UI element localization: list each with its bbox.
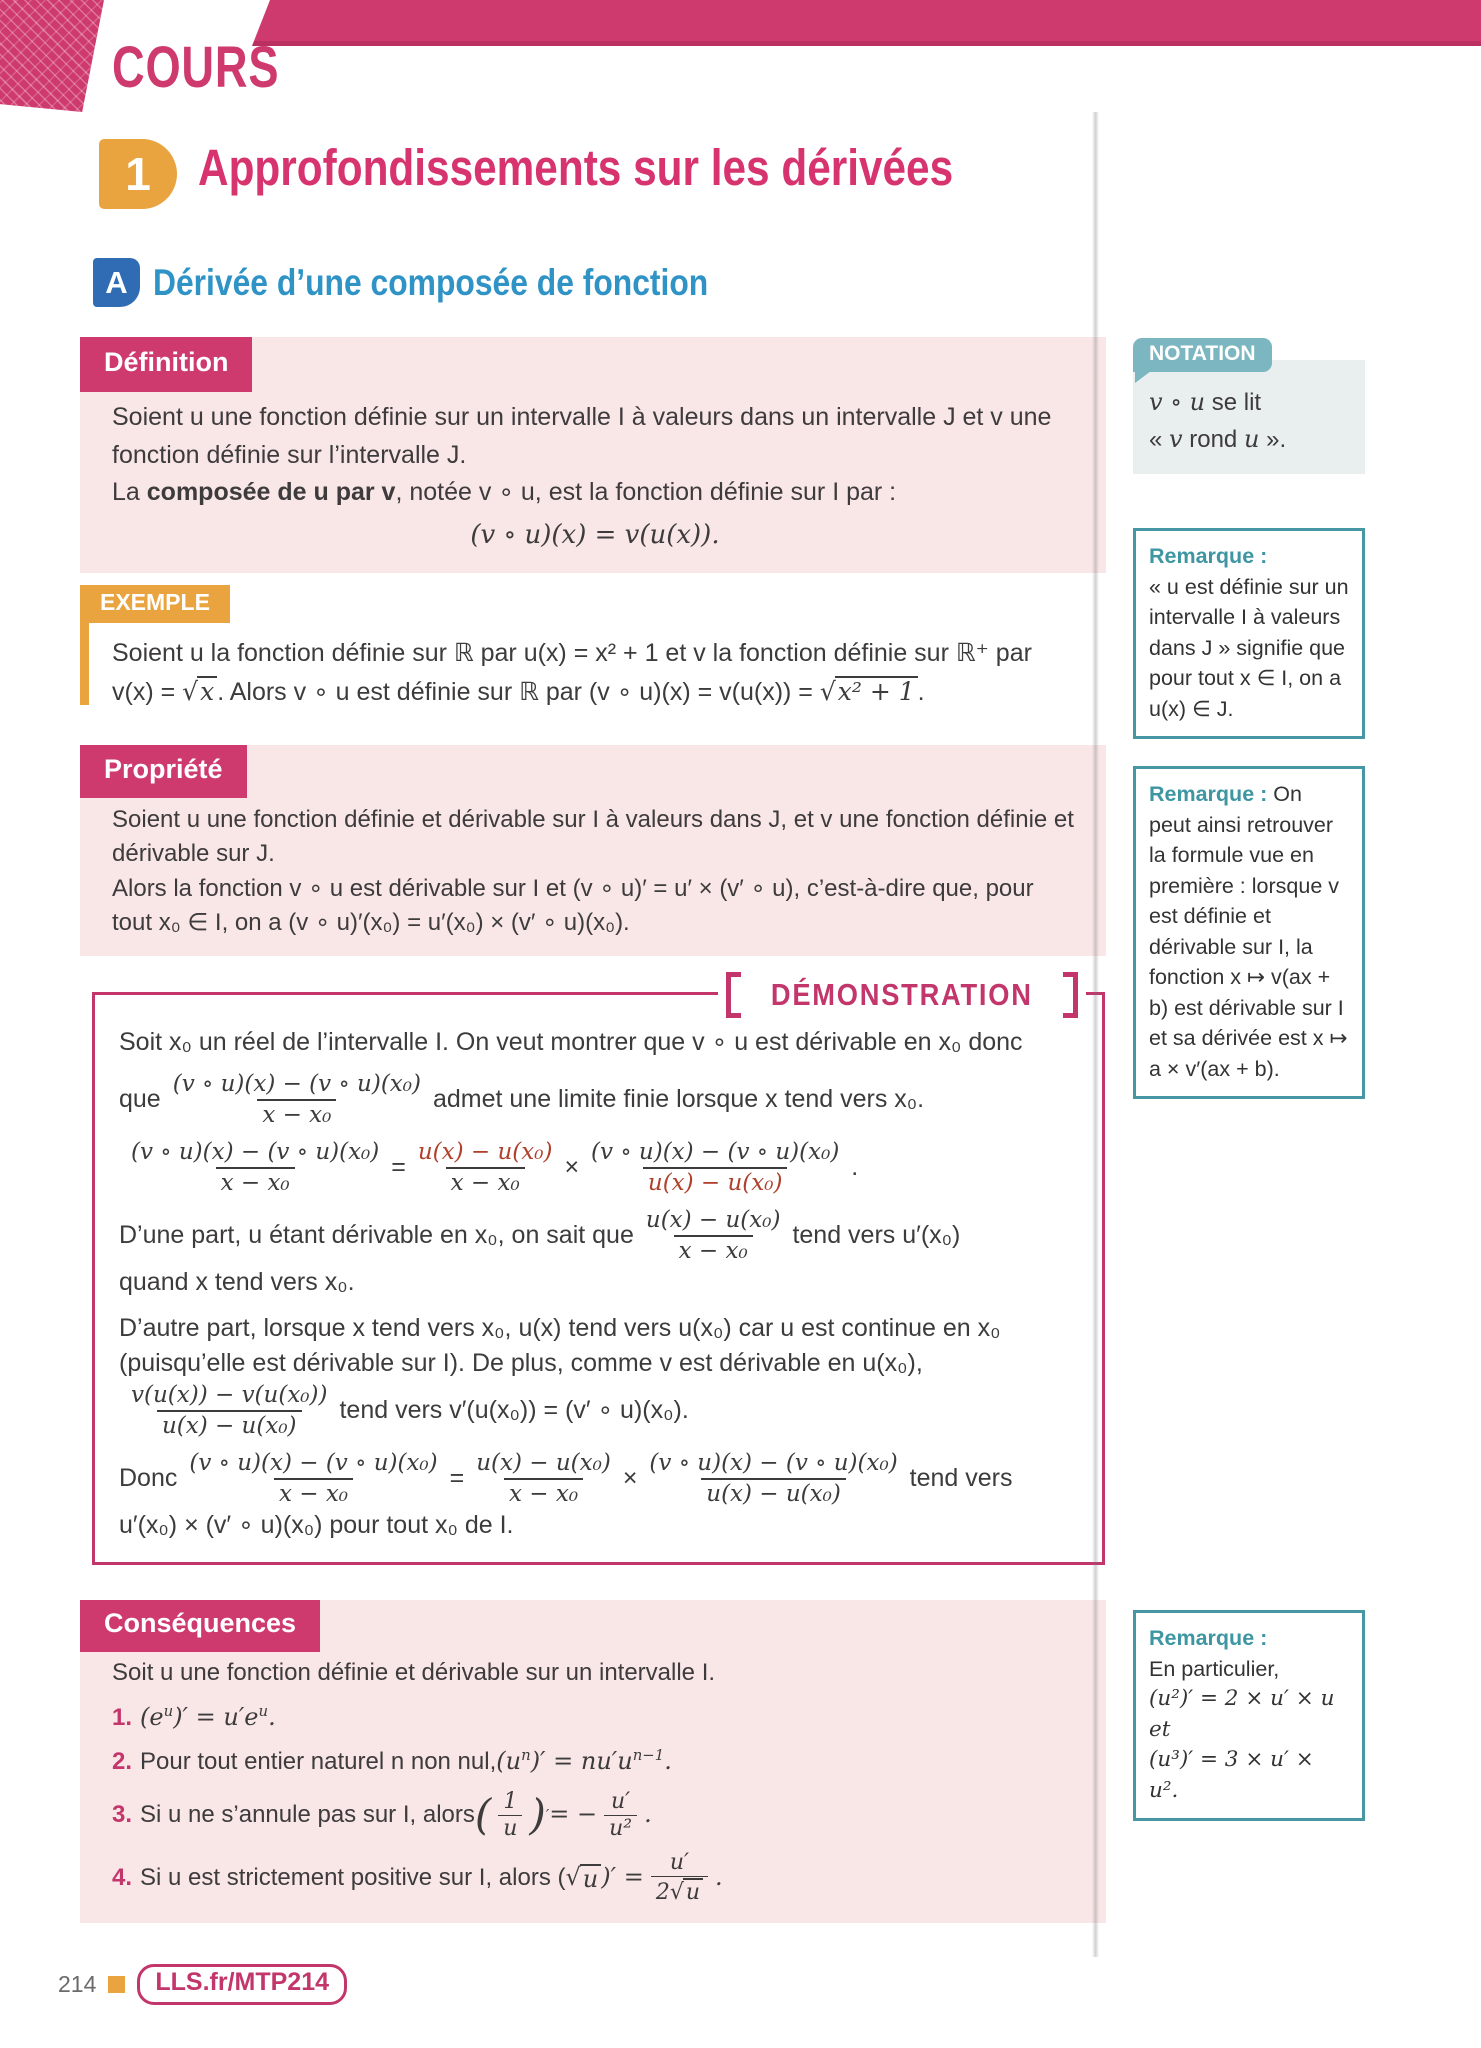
fraction (168, 1071, 426, 1129)
example-block (80, 585, 1106, 711)
consequence-2-text: Pour tout entier naturel n non nul, (140, 1748, 497, 1776)
consequence-2-formula (496, 1745, 672, 1779)
remark-1-text: « u est définie sur un intervalle I à valeurs dans J » signifie que pour tout x ∈ I, on a u(x) ∈ J. (1149, 574, 1349, 721)
proof-line-3-text-start: D’une part, u étant dérivable en x₀, on sait que (119, 1221, 634, 1250)
example-sentence-2-end: . (917, 677, 925, 706)
radicand: u (580, 1864, 601, 1892)
fraction-denominator: x − x₀ (274, 1478, 353, 1508)
resource-link[interactable]: LLS.fr/MTP214 (137, 1964, 347, 2005)
definition-sentence-2-start: La (112, 478, 147, 506)
item-number: 2. (112, 1748, 133, 1776)
fraction (641, 1207, 786, 1265)
formula-exponent: n (521, 1746, 531, 1765)
notation-math-1: v ∘ u (1149, 388, 1206, 416)
fraction-denominator: u² (604, 1815, 637, 1841)
consequence-item-3 (112, 1790, 1078, 1841)
radical-icon: √ (819, 676, 836, 706)
consequence-1-formula (140, 1701, 276, 1735)
formula-exponent: u (163, 1701, 174, 1720)
definition-label: Définition (80, 337, 252, 392)
proof-line-2-text-start: que (119, 1084, 161, 1113)
consequence-4-text: Si u est strictement positive sur I, alors ( (140, 1864, 566, 1892)
fraction-numerator: u(x) − u(x₀) (645, 1207, 781, 1233)
proof-line-2-text-end: admet une limite finie lorsque x tend vers x₀. (432, 1084, 925, 1113)
times-sign: × (564, 1153, 580, 1182)
example-sentence-2-mid: . Alors v ∘ u est définie sur ℝ par (v ∘ u)(x) = v(u(x)) = (217, 677, 820, 706)
prime-sign: ′ (545, 1805, 550, 1824)
equals-sign: = (391, 1153, 406, 1182)
fraction-numerator: (v ∘ u)(x) − (v ∘ u)(x₀) (591, 1138, 840, 1165)
page-footer (58, 1964, 347, 2005)
consequence-3-text: Si u ne s’annule pas sur I, alors (140, 1801, 475, 1829)
equals-sign: = (449, 1464, 465, 1493)
remark-2-text: On peut ainsi retrouver la formule vue en première : lorsque v est définie et dérivable sur I, la fonction x ↦ v(ax + b) est dérivable sur I et sa dérivée est x ↦ a × v′(ax + b). (1149, 782, 1348, 1081)
fraction-numerator: u(x) − u(x₀) (476, 1450, 611, 1476)
fraction (126, 1139, 384, 1197)
notation-note (1133, 338, 1365, 474)
formula-part: . (715, 1863, 723, 1892)
definition-formula: (v ∘ u)(x) = v(u(x)). (470, 519, 720, 550)
fraction (644, 1450, 902, 1508)
page-edge-shadow (1092, 112, 1099, 1957)
fraction-denominator: u(x) − u(x₀) (157, 1410, 302, 1440)
equation-period: . (851, 1153, 859, 1182)
notation-tab: NOTATION (1133, 338, 1272, 372)
fraction-numerator: (v ∘ u)(x) − (v ∘ u)(x₀) (172, 1070, 421, 1097)
section-title: Dérivée d’une composée de fonction (153, 262, 709, 303)
fraction-denominator: x − x₀ (674, 1235, 753, 1265)
proof-line-5: D’autre part, lorsque x tend vers x₀, u(x) tend vers u(x₀) car u est continue en x₀ (puisqu’elle est dérivable sur I). De plus, comme v est dérivable en u(x₀), (119, 1313, 1001, 1378)
fraction (126, 1382, 332, 1440)
example-sentence-1: Soient u la fonction définie sur ℝ par u(x) = x² + 1 et v la fonction définie sur ℝ⁺ par (112, 639, 1032, 667)
page-type-label: COURS (112, 35, 280, 100)
orange-square-icon (108, 1976, 125, 1993)
remark-2-label: Remarque : (1149, 782, 1268, 806)
bracket-right-icon (1063, 972, 1078, 1018)
times-sign: × (622, 1464, 638, 1493)
remark-3-formula-2: (u³)′ = 3 × u′ × u². (1149, 1747, 1314, 1803)
consequence-item-4 (112, 1851, 1078, 1905)
fraction (604, 1790, 637, 1841)
proof-label (718, 966, 1086, 1024)
proof-box (92, 976, 1105, 1565)
fraction-denominator: u (498, 1815, 522, 1841)
remark-note-2 (1133, 766, 1365, 1099)
formula-part: 2 (655, 1880, 670, 1906)
remark-3-line-1: En particulier, (1149, 1656, 1280, 1681)
proof-line-4: quand x tend vers x₀. (119, 1268, 355, 1297)
section-letter-badge (93, 258, 140, 307)
formula-part: (u (496, 1747, 522, 1776)
chapter-number: 1 (125, 148, 151, 200)
fraction (586, 1139, 844, 1197)
notation-quote-close: ». (1259, 426, 1287, 453)
formula-part: )′ = (601, 1863, 644, 1892)
fraction-denominator: x − x₀ (216, 1167, 295, 1197)
proof-line-7-text-end: tend vers (909, 1464, 1013, 1493)
radicand: u (683, 1878, 703, 1904)
property-sentence-1: Soient u une fonction définie et dérivable sur I à valeurs dans J, et v une fonction définie et dérivable sur J. (112, 806, 1074, 868)
fraction-numerator: (v ∘ u)(x) − (v ∘ u)(x₀) (131, 1138, 380, 1165)
notation-text-1: se lit (1205, 389, 1262, 416)
fraction-numerator: u′ (669, 1850, 690, 1876)
radical-icon: √ (565, 1863, 581, 1892)
remark-note-1 (1133, 528, 1365, 739)
formula-part: . (644, 1800, 652, 1829)
item-number: 3. (112, 1801, 133, 1829)
publisher-pattern-icon (0, 0, 104, 112)
fraction-numerator: 1 (503, 1788, 518, 1814)
definition-sentence-1: Soient u une fonction définie sur un intervalle I à valeurs dans un intervalle J et v une fonction définie sur l’intervalle J. (112, 403, 1052, 469)
formula-exponent: u (258, 1701, 269, 1720)
chapter-title: Approfondissements sur les dérivées (198, 139, 954, 196)
property-box (80, 745, 1106, 956)
open-paren: ( (474, 1790, 492, 1840)
example-radicand-2: x² + 1 (835, 676, 918, 705)
radical-icon: √ (182, 676, 199, 706)
remark-note-3 (1133, 1610, 1365, 1821)
consequences-intro: Soit u une fonction définie et dérivable sur un intervalle I. (112, 1659, 716, 1686)
radical-icon: √ (669, 1880, 684, 1906)
notation-line-1 (1149, 384, 1349, 421)
proof-label-text: DÉMONSTRATION (771, 976, 1034, 1012)
example-sentence-2-start: v(x) = (112, 677, 183, 706)
fraction (471, 1450, 616, 1508)
remark-3-formula-1: (u²)′ = 2 × u′ × u et (1149, 1686, 1335, 1742)
formula-part: = − (549, 1800, 598, 1829)
proof-line-7 (119, 1450, 1082, 1508)
page-number: 214 (58, 1971, 97, 1997)
formula-part: . (268, 1702, 276, 1731)
notation-quote-open: « (1149, 426, 1170, 453)
proof-line-8: u′(x₀) × (v′ ∘ u)(x₀) pour tout x₀ de I. (119, 1511, 514, 1540)
consequences-label: Conséquences (80, 1600, 320, 1652)
remark-1-label: Remarque : (1149, 544, 1268, 568)
notation-line-2 (1149, 421, 1349, 458)
definition-box (80, 337, 1106, 573)
example-label: EXEMPLE (80, 585, 230, 623)
proof-line-1: Soit x₀ un réel de l’intervalle I. On veut montrer que v ∘ u est dérivable en x₀ donc (119, 1028, 1023, 1056)
fraction-numerator: (v ∘ u)(x) − (v ∘ u)(x₀) (649, 1450, 898, 1476)
formula-exponent: n−1 (632, 1746, 665, 1765)
fraction-numerator: (v ∘ u)(x) − (v ∘ u)(x₀) (189, 1450, 438, 1476)
fraction (413, 1139, 558, 1197)
fraction-denominator: x − x₀ (504, 1478, 583, 1508)
fraction (184, 1450, 442, 1508)
proof-line-3 (119, 1207, 1082, 1265)
notation-text-2: rond (1182, 426, 1244, 453)
definition-bold-term: composée de u par v (146, 478, 396, 506)
formula-part: . (664, 1747, 672, 1776)
fraction-denominator: x − x₀ (257, 1099, 336, 1129)
proof-line-3-text-end: tend vers u′(x₀) (792, 1221, 961, 1250)
consequence-item-2 (112, 1745, 1078, 1779)
proof-line-6-text: tend vers v′(u(x₀)) = (v′ ∘ u)(x₀). (339, 1396, 689, 1425)
proof-line-2 (119, 1071, 1082, 1129)
fraction-numerator-highlighted: u(x) − u(x₀) (417, 1138, 553, 1165)
property-label: Propriété (80, 745, 247, 798)
notation-body (1133, 360, 1365, 474)
top-banner (252, 0, 1481, 46)
item-number: 4. (112, 1864, 133, 1892)
fraction-denominator (651, 1876, 708, 1905)
close-paren: ) (529, 1790, 546, 1840)
formula-part: )′ = u′e (173, 1702, 259, 1731)
consequence-item-1 (112, 1701, 1078, 1735)
bracket-left-icon (726, 972, 741, 1018)
fraction-numerator: v(u(x)) − v(u(x₀)) (131, 1381, 328, 1408)
proof-line-7-text-start: Donc (119, 1464, 178, 1493)
item-number: 1. (112, 1703, 133, 1731)
fraction (498, 1790, 522, 1841)
notation-math-3: u (1243, 425, 1260, 453)
example-radicand-1: x (197, 676, 217, 705)
definition-sentence-2 (112, 474, 1078, 512)
section-letter: A (105, 264, 128, 300)
proof-line-6 (119, 1382, 1082, 1440)
fraction-numerator: u′ (610, 1788, 631, 1814)
remark-3-label: Remarque : (1149, 1626, 1268, 1650)
property-sentence-2: Alors la fonction v ∘ u est dérivable sur I et (v ∘ u)′ = u′ × (v′ ∘ u), c’est-à-dire que, pour tout x₀ ∈ I, on a (v ∘ u)′(x₀) = u′(x₀) × (v′ ∘ u)(x₀). (112, 874, 1034, 936)
fraction-denominator-highlighted: u(x) − u(x₀) (643, 1167, 788, 1197)
fraction (651, 1851, 708, 1905)
consequences-box (80, 1600, 1106, 1923)
fraction-denominator: u(x) − u(x₀) (701, 1478, 846, 1508)
definition-sentence-2-end: , notée v ∘ u, est la fonction définie sur I par : (395, 478, 897, 506)
chapter-number-badge (99, 139, 177, 209)
formula-part: (e (140, 1702, 164, 1731)
proof-main-equation (119, 1139, 1082, 1197)
definition-text (112, 399, 1078, 474)
fraction-denominator: x − x₀ (446, 1167, 525, 1197)
example-text (112, 635, 1106, 711)
formula-part: )′ = nu′u (530, 1747, 633, 1776)
notation-math-2: v (1169, 425, 1183, 453)
